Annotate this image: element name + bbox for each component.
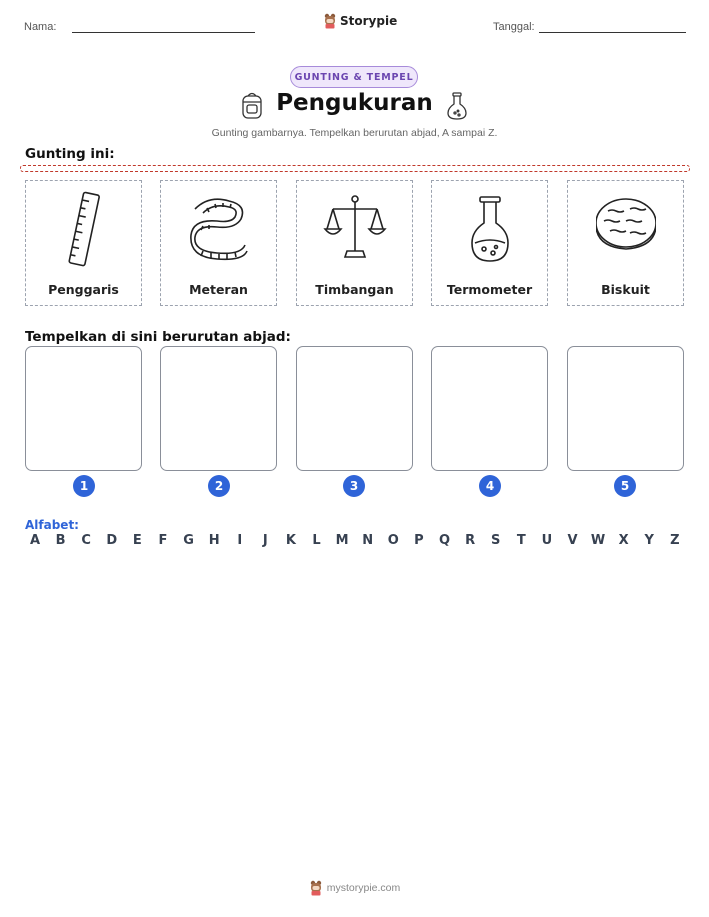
slot-number-3: 3 [343,475,365,497]
ruler-icon [54,189,114,271]
paste-heading: Tempelkan di sini berurutan abjad: [25,329,291,345]
cut-heading: Gunting ini: [25,146,115,162]
alphabet-letter: I [237,533,243,548]
alphabet-letter: H [208,533,220,548]
cut-card-5[interactable] [567,180,684,306]
name-line[interactable] [72,32,255,33]
alphabet-letter: D [106,533,118,548]
flask-icon [446,91,468,121]
slot-number-2: 2 [208,475,230,497]
flask-icon [460,189,520,271]
instructions: Gunting gambarnya. Tempelkan berurutan abjad, A sampai Z. [211,127,498,139]
alphabet-letter: Y [644,533,654,548]
brand-name: Storypie [340,14,398,28]
storypie-mascot-icon [309,880,323,896]
alphabet-letter: Q [438,533,451,548]
cut-card-3[interactable] [296,180,413,306]
alphabet-letter: N [362,533,374,548]
alphabet-letter: S [491,533,501,548]
alphabet-letter: T [516,533,526,548]
cookie-icon [596,189,656,271]
date-label: Tanggal: [493,21,535,33]
footer-site[interactable]: mystorypie.com [326,882,401,894]
date-line[interactable] [539,32,686,33]
storypie-mascot-icon [323,13,337,29]
alphabet-letter: M [335,533,349,548]
alphabet-letter: V [567,533,578,548]
alphabet-letter: C [81,533,91,548]
alphabet-heading: Alfabet: [25,518,79,532]
alphabet-letter: Z [670,533,680,548]
cut-line [20,165,690,172]
paste-box-4[interactable] [431,346,548,471]
alphabet-row [25,533,685,548]
footer [0,880,709,896]
alphabet-letter: K [285,533,296,548]
alphabet-letter: P [414,533,424,548]
paste-box-3[interactable] [296,346,413,471]
cut-card-label: Termometer [446,282,533,297]
cut-card-label: Meteran [189,282,248,297]
cut-card-1[interactable] [25,180,142,306]
name-label: Nama: [24,21,57,33]
paste-box-5[interactable] [567,346,684,471]
alphabet-letter: G [183,533,194,548]
alphabet-letter: W [590,533,606,548]
measuring-tape-icon [189,189,249,271]
brand-logo [323,13,397,29]
page-title: Pengukuran [276,90,433,116]
slot-number-4: 4 [479,475,501,497]
alphabet-letter: R [465,533,476,548]
paste-box-1[interactable] [25,346,142,471]
alphabet-letter: E [132,533,142,548]
activity-badge: GUNTING & TEMPEL [290,66,418,88]
slot-number-5: 5 [614,475,636,497]
alphabet-letter: A [29,533,41,548]
alphabet-letter: U [541,533,553,548]
alphabet-letter: F [158,533,168,548]
cut-card-2[interactable] [160,180,277,306]
alphabet-letter: L [312,533,321,548]
alphabet-letter: J [262,533,268,548]
cut-card-label: Timbangan [315,282,394,297]
alphabet-letter: X [618,533,629,548]
balance-scale-icon [323,189,387,271]
cut-card-4[interactable] [431,180,548,306]
paste-box-2[interactable] [160,346,277,471]
cut-card-label: Penggaris [48,282,119,297]
alphabet-letter: O [387,533,399,548]
slot-number-1: 1 [73,475,95,497]
alphabet-letter: B [55,533,66,548]
cut-card-label: Biskuit [601,282,650,297]
